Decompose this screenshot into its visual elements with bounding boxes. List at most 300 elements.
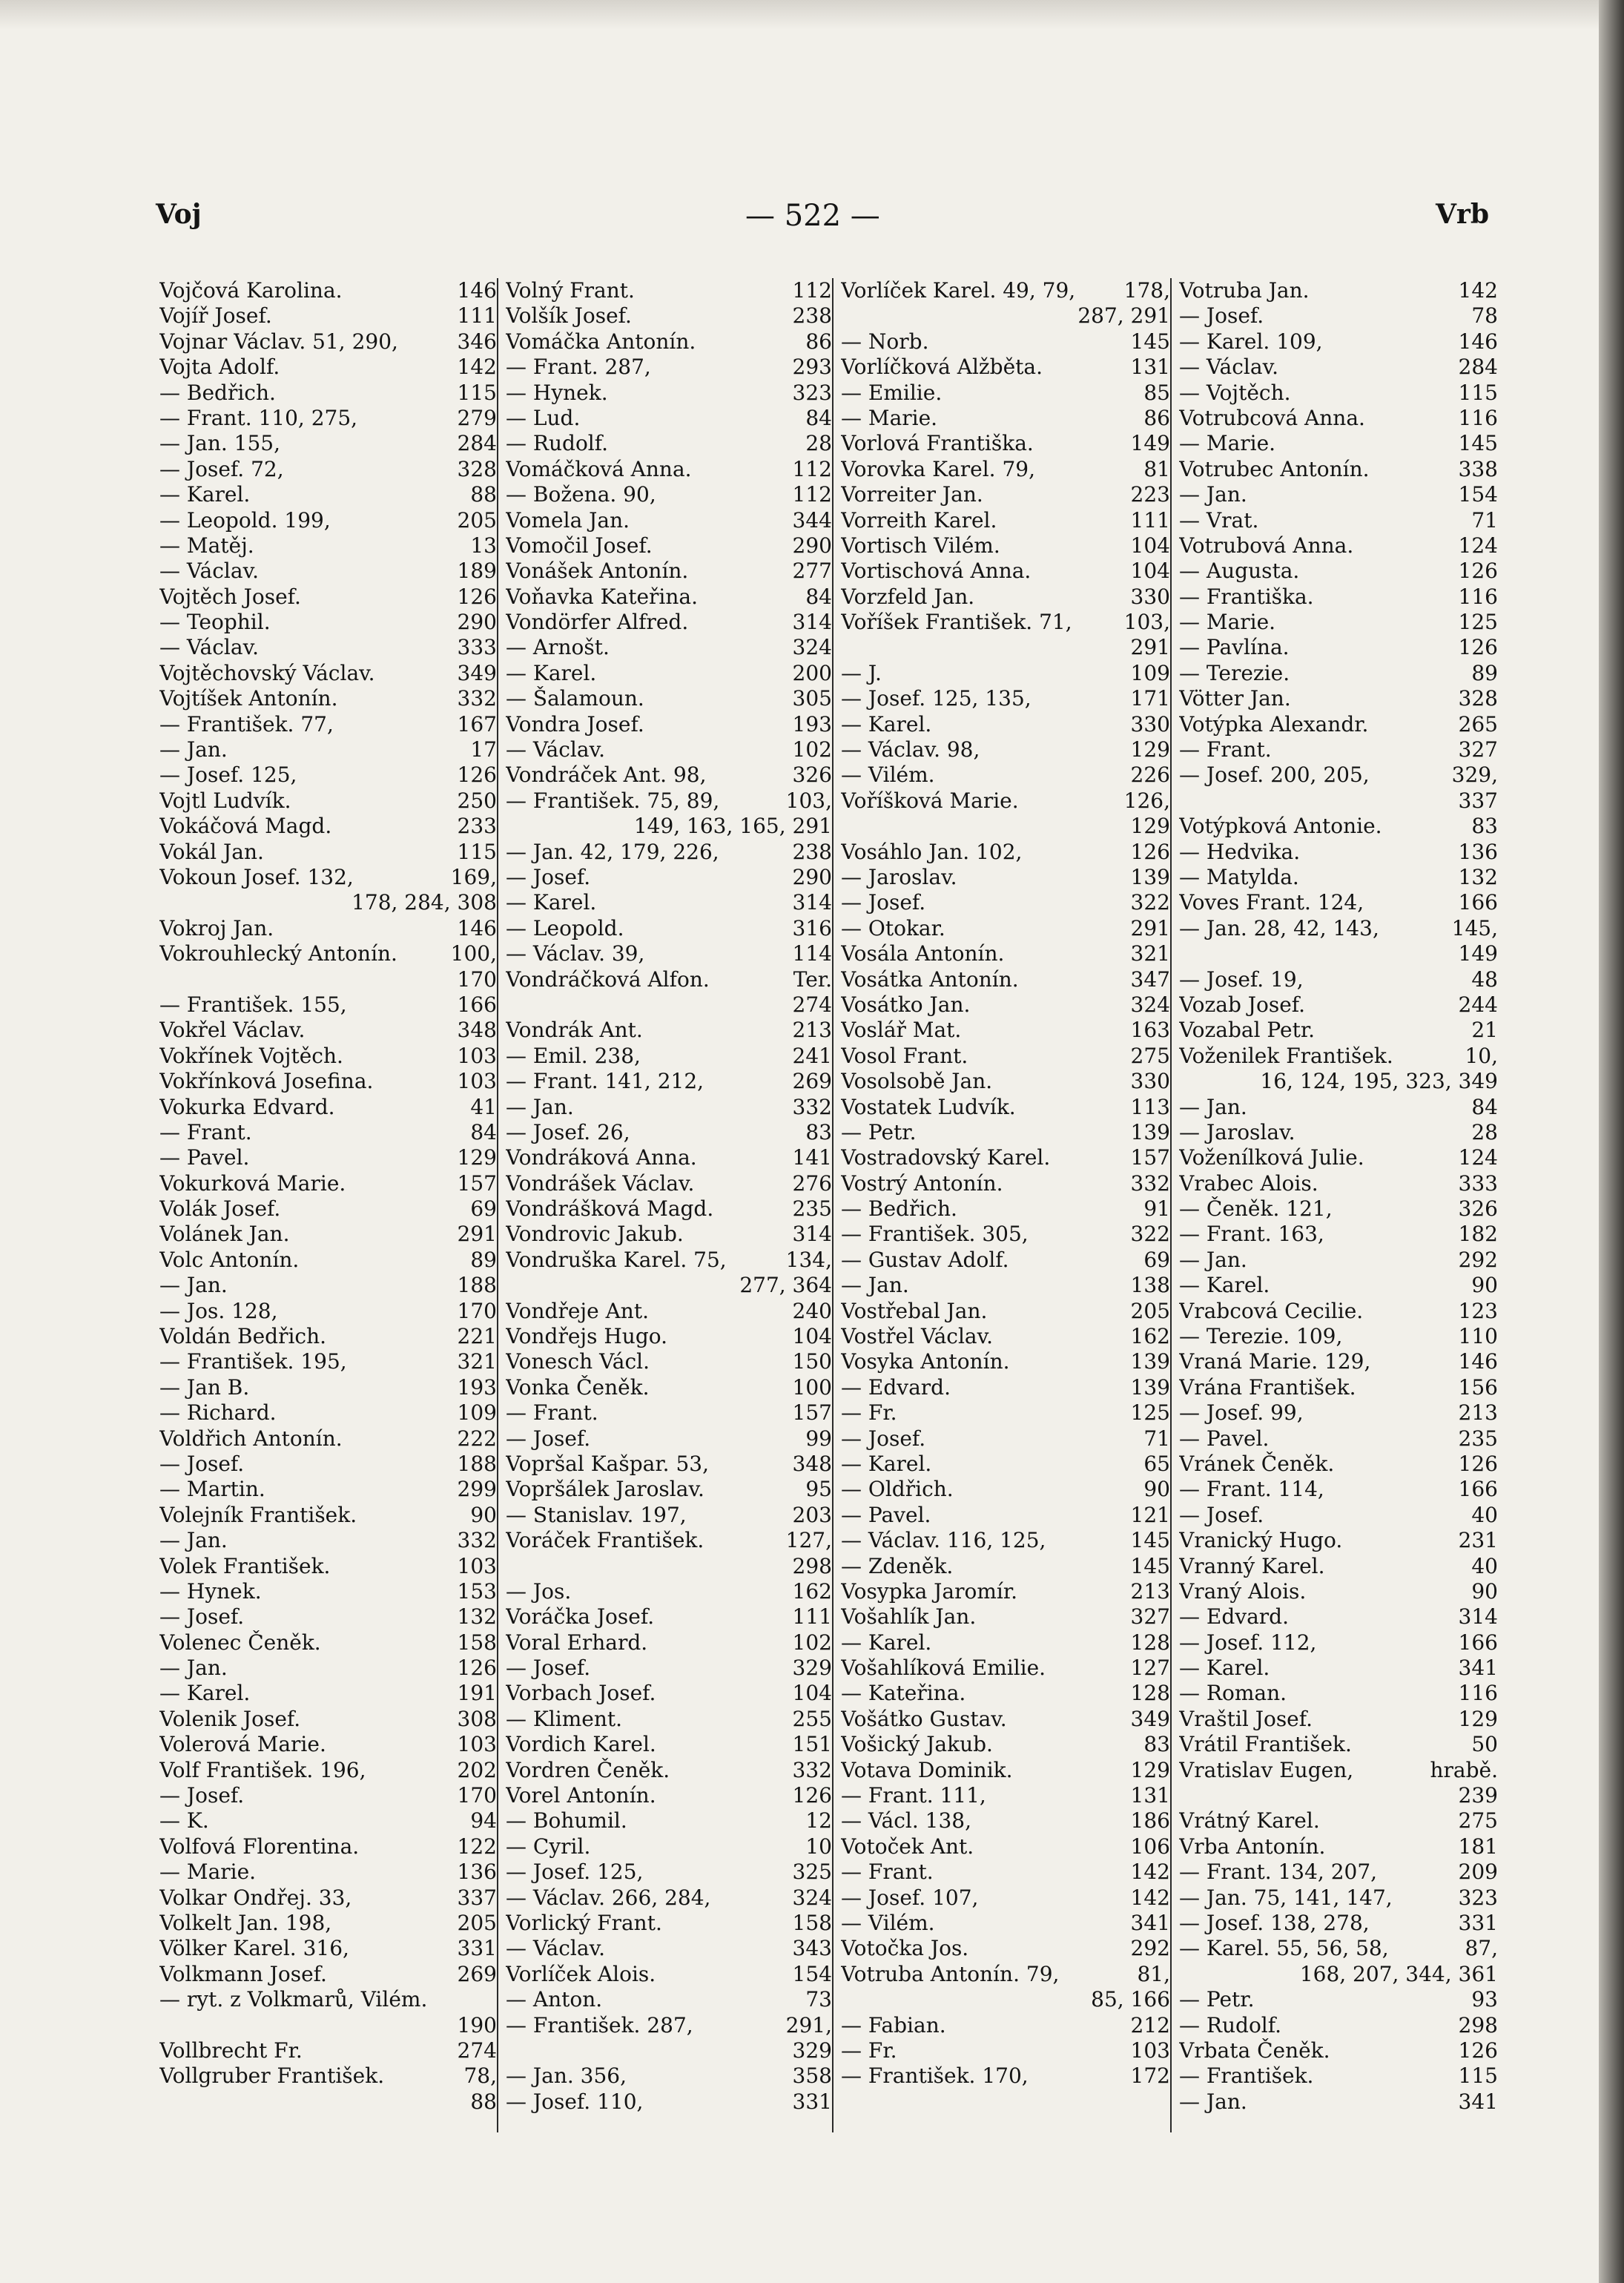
entry-name: — Josef. 112, xyxy=(1179,1630,1317,1655)
entry-pages: 314 xyxy=(792,610,832,635)
entry-name: Votočka Jos. xyxy=(841,1936,969,1961)
entry-name: Vondráčková Alfon. xyxy=(506,966,710,992)
index-entry xyxy=(506,1962,832,1987)
index-entry-continuation: 178, 284, 308 xyxy=(351,890,497,915)
index-entry xyxy=(506,1222,832,1247)
entry-pages: 341 xyxy=(1458,2089,1498,2114)
entry-pages: 142 xyxy=(1130,1859,1170,1885)
index-entry xyxy=(841,508,1170,533)
entry-name: Vokál Jan. xyxy=(159,839,264,864)
entry-pages: 142 xyxy=(1458,278,1498,303)
index-entry xyxy=(1179,1452,1498,1477)
entry-name: Vokřínek Vojtěch. xyxy=(159,1043,343,1068)
entry-pages: 332 xyxy=(457,1528,497,1553)
index-entry xyxy=(1179,712,1498,737)
index-entry xyxy=(506,967,832,992)
index-entry xyxy=(841,1579,1170,1604)
entry-name: — Terezie. xyxy=(1179,660,1290,685)
entry-pages: 324 xyxy=(1130,992,1170,1017)
entry-pages: 100, xyxy=(450,941,497,966)
entry-pages: 275 xyxy=(1130,1043,1170,1068)
index-entry xyxy=(1179,814,1498,839)
entry-pages: 115 xyxy=(457,380,497,405)
entry-name: — Jan. 42, 179, 226, xyxy=(506,839,719,864)
index-entry xyxy=(506,278,832,303)
entry-pages: 331 xyxy=(792,2089,832,2114)
entry-name: Volc Antonín. xyxy=(159,1247,300,1272)
index-entry xyxy=(506,610,832,635)
index-entry xyxy=(506,355,832,380)
index-entry xyxy=(841,661,1170,686)
entry-name: — Otokar. xyxy=(841,915,945,940)
index-entry xyxy=(506,1069,832,1094)
entry-pages: 333 xyxy=(457,635,497,660)
entry-name: Vratislav Eugen, xyxy=(1179,1757,1354,1782)
entry-pages: 90 xyxy=(1471,1578,1498,1604)
entry-name: — Josef. xyxy=(841,890,926,915)
entry-pages: 102 xyxy=(792,1630,832,1655)
index-entry xyxy=(1179,1604,1498,1630)
entry-pages: 205 xyxy=(1130,1298,1170,1323)
entry-pages: 290 xyxy=(792,533,832,558)
index-entry xyxy=(159,584,497,610)
index-entry xyxy=(1179,1349,1498,1374)
entry-name: Voženílková Julie. xyxy=(1179,1145,1364,1170)
scan-edge-right xyxy=(1599,0,1624,2283)
index-entry xyxy=(159,1044,497,1069)
entry-pages: 162 xyxy=(1130,1324,1170,1349)
index-entry xyxy=(1179,1018,1498,1043)
entry-name: — Leopold. 199, xyxy=(159,507,331,533)
entry-pages: 329, xyxy=(1451,762,1498,788)
index-entry xyxy=(506,1324,832,1349)
index-entry xyxy=(159,1783,497,1808)
index-entry xyxy=(841,1375,1170,1400)
entry-name: — Karel. xyxy=(841,1451,932,1476)
entry-name: Voslář Mat. xyxy=(841,1018,962,1043)
index-entry xyxy=(506,1732,832,1757)
entry-pages: 327 xyxy=(1458,737,1498,762)
entry-pages: 40 xyxy=(1471,1502,1498,1527)
entry-name: Vollgruber František. xyxy=(159,2063,385,2089)
index-entry xyxy=(1179,2013,1498,2038)
entry-pages: 95 xyxy=(805,1477,832,1502)
entry-pages: 89 xyxy=(470,1247,497,1272)
entry-pages: 139 xyxy=(1130,1349,1170,1374)
entry-pages: 326 xyxy=(792,762,832,788)
entry-pages: 93 xyxy=(1471,1987,1498,2012)
entry-pages: 126 xyxy=(1458,635,1498,660)
entry-name: — Terezie. 109, xyxy=(1179,1324,1343,1349)
entry-name: — Kateřina. xyxy=(841,1681,966,1706)
entry-name: — Václav. xyxy=(159,559,259,584)
entry-name: Vošahlík Jan. xyxy=(841,1604,977,1630)
index-entry xyxy=(1179,865,1498,890)
index-entry xyxy=(506,762,832,788)
entry-pages: 151 xyxy=(792,1732,832,1757)
entry-name: — Rudolf. xyxy=(506,431,609,456)
index-entry xyxy=(1179,278,1498,303)
entry-pages: 284 xyxy=(457,431,497,456)
entry-name: — Karel. xyxy=(1179,1656,1270,1681)
entry-pages: 41 xyxy=(470,1094,497,1119)
entry-pages: 338 xyxy=(1458,456,1498,481)
entry-pages: 146 xyxy=(1458,1349,1498,1374)
entry-pages: 290 xyxy=(457,610,497,635)
index-entry xyxy=(506,635,832,660)
index-entry xyxy=(1179,1911,1498,1936)
index-entry xyxy=(506,1503,832,1528)
entry-pages: 182 xyxy=(1458,1222,1498,1247)
entry-name: — Norb. xyxy=(841,329,929,354)
entry-pages: 139 xyxy=(1130,864,1170,889)
entry-pages: 241 xyxy=(792,1043,832,1068)
index-entry-continuation: 337 xyxy=(1458,788,1498,813)
entry-name: Vraná Marie. 129, xyxy=(1179,1349,1371,1374)
entry-pages: 158 xyxy=(792,1911,832,1935)
index-entry xyxy=(159,1299,497,1324)
index-entry xyxy=(841,686,1170,711)
entry-name: — Jan. xyxy=(1179,482,1247,507)
index-entry-continuation: 168, 207, 344, 361 xyxy=(1299,1961,1498,1986)
index-entry xyxy=(159,992,497,1018)
entry-name: — Josef. 138, 278, xyxy=(1179,1911,1370,1935)
entry-name: — Františka. xyxy=(1179,584,1314,609)
index-entry xyxy=(1179,992,1498,1018)
entry-name: — Šalamoun. xyxy=(506,686,644,711)
index-entry xyxy=(159,1936,497,1961)
entry-pages: 111 xyxy=(792,1604,832,1630)
index-entry xyxy=(506,712,832,737)
entry-pages: 170 xyxy=(457,1783,497,1808)
index-entry xyxy=(1179,1400,1498,1426)
entry-pages: 126 xyxy=(1458,2037,1498,2063)
entry-name: — Frant. xyxy=(506,1400,598,1426)
entry-pages: 154 xyxy=(792,1961,832,1986)
index-entry xyxy=(841,1707,1170,1732)
index-entry xyxy=(841,865,1170,890)
entry-pages: 141 xyxy=(792,1145,832,1170)
entry-name: — František. 195, xyxy=(159,1349,347,1374)
entry-name: Vondrovic Jakub. xyxy=(506,1222,684,1247)
index-entry xyxy=(1179,916,1498,941)
entry-name: — Jos. xyxy=(506,1578,572,1604)
entry-name: — Frant. 110, 275, xyxy=(159,405,358,430)
index-entry xyxy=(841,1452,1170,1477)
index-entry xyxy=(159,712,497,737)
entry-name: — Václav. 116, 125, xyxy=(841,1528,1046,1553)
index-entry xyxy=(159,1604,497,1630)
index-entry xyxy=(841,2063,1170,2089)
index-entry xyxy=(159,1400,497,1426)
entry-name: — Matylda. xyxy=(1179,864,1299,889)
index-entry xyxy=(159,1962,497,1987)
entry-name: Vordren Čeněk. xyxy=(506,1757,670,1782)
entry-pages: 299 xyxy=(457,1477,497,1502)
index-entry-continuation: 16, 124, 195, 323, 349 xyxy=(1260,1069,1498,1094)
entry-name: Volejník František. xyxy=(159,1502,357,1527)
entry-pages: 348 xyxy=(457,1018,497,1043)
index-entry xyxy=(1179,1987,1498,2012)
entry-pages: 139 xyxy=(1130,1119,1170,1144)
index-entry xyxy=(506,380,832,406)
index-entry-continuation: 170 xyxy=(457,966,497,992)
entry-pages: 103 xyxy=(457,1043,497,1068)
entry-name: Vorreith Karel. xyxy=(841,507,997,533)
entry-pages: 78, xyxy=(463,2063,497,2089)
entry-pages: 142 xyxy=(1130,1885,1170,1910)
index-entry xyxy=(841,1656,1170,1681)
index-entry xyxy=(1179,890,1498,915)
entry-name: Vosátka Antonín. xyxy=(841,966,1019,992)
entry-name: — Gustav Adolf. xyxy=(841,1247,1009,1272)
entry-pages: 127 xyxy=(1130,1656,1170,1681)
entry-name: Votrubcová Anna. xyxy=(1179,405,1365,430)
entry-pages: 146 xyxy=(1458,329,1498,354)
index-entry xyxy=(841,1554,1170,1579)
index-entry xyxy=(506,584,832,610)
entry-name: Vošahlíková Emilie. xyxy=(841,1656,1046,1681)
entry-pages: 126 xyxy=(1458,559,1498,584)
entry-pages: 126 xyxy=(1130,839,1170,864)
index-entry xyxy=(841,533,1170,559)
index-entry xyxy=(159,1196,497,1222)
entry-pages: 157 xyxy=(1130,1145,1170,1170)
index-entry xyxy=(159,559,497,584)
entry-name: — František. 305, xyxy=(841,1222,1029,1247)
entry-name: — Marie. xyxy=(841,405,938,430)
entry-name: Volenik Josef. xyxy=(159,1706,301,1731)
index-entry xyxy=(506,1171,832,1196)
entry-name: Volfová Florentina. xyxy=(159,1834,360,1859)
index-entry-continuation: 291 xyxy=(1130,635,1170,660)
entry-pages: 145, xyxy=(1451,915,1498,940)
entry-name: — Josef. 110, xyxy=(506,2089,644,2114)
entry-name: — Josef. xyxy=(159,1604,245,1630)
entry-name: Vorlický Frant. xyxy=(506,1911,662,1935)
entry-name: Vostřel Václav. xyxy=(841,1324,994,1349)
entry-name: Votruba Antonín. 79, xyxy=(841,1961,1060,1986)
entry-pages: 84 xyxy=(1471,1094,1498,1119)
index-entry xyxy=(1179,1171,1498,1196)
entry-pages: 298 xyxy=(1458,2012,1498,2037)
entry-name: Vošátko Gustav. xyxy=(841,1706,1007,1731)
entry-pages: 10, xyxy=(1465,1043,1498,1068)
index-entry xyxy=(1179,1222,1498,1247)
entry-pages: 81, xyxy=(1137,1961,1170,1986)
entry-name: — Martin. xyxy=(159,1477,265,1502)
entry-name: Vorlová Františka. xyxy=(841,431,1034,456)
entry-name: Vrbata Čeněk. xyxy=(1179,2037,1330,2063)
index-entry xyxy=(159,788,497,814)
index-entry xyxy=(1179,1681,1498,1706)
entry-pages: 205 xyxy=(457,1911,497,1935)
entry-name: — Frant. 111, xyxy=(841,1783,986,1808)
index-entry xyxy=(506,1095,832,1120)
index-entry xyxy=(159,814,497,839)
entry-pages: 88 xyxy=(470,482,497,507)
index-entry xyxy=(841,1630,1170,1656)
entry-name: — Josef. xyxy=(159,1783,245,1808)
entry-pages: 202 xyxy=(457,1757,497,1782)
entry-name: — Karel. xyxy=(1179,1273,1270,1298)
entry-pages: 126 xyxy=(457,1656,497,1681)
entry-pages: 28 xyxy=(805,431,832,456)
entry-pages: 99 xyxy=(805,1426,832,1451)
index-entry xyxy=(506,941,832,966)
entry-pages: 323 xyxy=(1458,1885,1498,1910)
entry-pages: 291 xyxy=(457,1222,497,1247)
entry-pages: 103 xyxy=(1130,2037,1170,2063)
entry-name: Vojtěch Josef. xyxy=(159,584,301,609)
entry-pages: 330 xyxy=(1130,1069,1170,1094)
entry-pages: 158 xyxy=(457,1630,497,1655)
index-entry xyxy=(159,278,497,303)
entry-name: — Josef. 26, xyxy=(506,1119,630,1144)
entry-pages: 109 xyxy=(1130,660,1170,685)
entry-name: — Matěj. xyxy=(159,533,254,558)
entry-name: Votoček Ant. xyxy=(841,1834,974,1859)
index-entry xyxy=(841,1859,1170,1885)
index-entry xyxy=(841,329,1170,355)
entry-name: — Josef. 107, xyxy=(841,1885,979,1910)
index-entry xyxy=(841,1196,1170,1222)
entry-pages: 255 xyxy=(792,1706,832,1731)
index-entry xyxy=(159,737,497,762)
entry-pages: 269 xyxy=(792,1069,832,1094)
entry-name: Vondřejs Hugo. xyxy=(506,1324,668,1349)
index-entry xyxy=(159,840,497,865)
entry-name: Vorel Antonín. xyxy=(506,1783,656,1808)
entry-pages: 149 xyxy=(1130,431,1170,456)
index-entry xyxy=(841,406,1170,431)
entry-pages: 128 xyxy=(1130,1681,1170,1706)
entry-pages: 344 xyxy=(792,507,832,533)
entry-pages: 129 xyxy=(457,1145,497,1170)
entry-pages: 235 xyxy=(1458,1426,1498,1451)
index-entry xyxy=(1179,431,1498,456)
index-entry xyxy=(841,1095,1170,1120)
entry-pages: 212 xyxy=(1130,2012,1170,2037)
index-entry xyxy=(1179,610,1498,635)
index-entry xyxy=(841,2013,1170,2038)
entry-name: Vondřeje Ant. xyxy=(506,1298,649,1323)
index-entry xyxy=(841,1758,1170,1783)
entry-name: — Edvard. xyxy=(841,1374,951,1400)
entry-pages: 279 xyxy=(457,405,497,430)
entry-pages: 162 xyxy=(792,1578,832,1604)
index-entry xyxy=(1179,329,1498,355)
entry-name: — Fr. xyxy=(841,1400,897,1426)
entry-name: — J. xyxy=(841,660,882,685)
index-entry xyxy=(1179,1707,1498,1732)
index-entry xyxy=(841,1273,1170,1298)
entry-pages: 328 xyxy=(1458,686,1498,711)
index-entry-continuation: 277, 364 xyxy=(739,1273,832,1298)
entry-name: Vondörfer Alfred. xyxy=(506,610,689,635)
entry-name: Votrubová Anna. xyxy=(1179,533,1354,558)
entry-pages: 134, xyxy=(785,1247,832,1272)
entry-pages: 71 xyxy=(1471,507,1498,533)
index-entry xyxy=(159,1885,497,1911)
entry-name: Vondrášek Václav. xyxy=(506,1170,695,1196)
index-entry xyxy=(159,1452,497,1477)
entry-pages: 129 xyxy=(1458,1706,1498,1731)
entry-name: — Josef. xyxy=(1179,1502,1264,1527)
entry-name: Votýpka Alexandr. xyxy=(1179,711,1369,737)
entry-name: — Pavel. xyxy=(841,1502,931,1527)
entry-name: Vortischová Anna. xyxy=(841,559,1031,584)
entry-name: — Jan. xyxy=(1179,1094,1247,1119)
entry-pages: 17 xyxy=(470,737,497,762)
entry-pages: 138 xyxy=(1130,1273,1170,1298)
entry-name: Vomáčka Antonín. xyxy=(506,329,696,354)
column-2 xyxy=(497,278,832,2132)
entry-name: — Pavel. xyxy=(1179,1426,1270,1451)
entry-name: Vokurka Edvard. xyxy=(159,1094,335,1119)
entry-pages: 292 xyxy=(1458,1247,1498,1272)
entry-pages: 191 xyxy=(457,1681,497,1706)
entry-name: Votruba Jan. xyxy=(1179,278,1310,303)
index-entry xyxy=(1179,967,1498,992)
entry-name: Vokoun Josef. 132, xyxy=(159,864,354,889)
entry-pages: 325 xyxy=(792,1859,832,1885)
entry-name: Vondrášková Magd. xyxy=(506,1196,714,1222)
entry-pages: 328 xyxy=(457,456,497,481)
page-header xyxy=(0,199,1594,243)
index-entry xyxy=(1179,1503,1498,1528)
entry-pages: 292 xyxy=(1130,1936,1170,1961)
index-entry xyxy=(1179,1528,1498,1553)
index-entry xyxy=(159,482,497,507)
index-entry xyxy=(841,1732,1170,1757)
entry-name: — Vrat. xyxy=(1179,507,1259,533)
entry-name: Vrabcová Cecilie. xyxy=(1179,1298,1364,1323)
index-entry xyxy=(506,1707,832,1732)
entry-pages: 291, xyxy=(785,2012,832,2037)
entry-pages: 337 xyxy=(457,1885,497,1910)
entry-name: — Frant. 163, xyxy=(1179,1222,1324,1247)
entry-pages: 314 xyxy=(1458,1604,1498,1630)
entry-pages: 145 xyxy=(1130,1553,1170,1578)
index-entry xyxy=(1179,1859,1498,1885)
entry-pages: 112 xyxy=(792,278,832,303)
index-entry xyxy=(1179,686,1498,711)
entry-pages: 103 xyxy=(457,1553,497,1578)
entry-name: Vosol Frant. xyxy=(841,1043,968,1068)
index-entry xyxy=(506,1452,832,1477)
entry-pages: 193 xyxy=(792,711,832,737)
entry-name: — Cyril. xyxy=(506,1834,591,1859)
index-entry xyxy=(1179,1554,1498,1579)
entry-name: — Anton. xyxy=(506,1987,603,2012)
entry-name: Völker Karel. 316, xyxy=(159,1936,349,1961)
index-entry xyxy=(1179,1732,1498,1757)
index-entry xyxy=(159,661,497,686)
entry-pages: 83 xyxy=(805,1119,832,1144)
index-entry xyxy=(159,457,497,482)
index-entry xyxy=(1179,380,1498,406)
entry-pages: 166 xyxy=(1458,1477,1498,1502)
index-entry xyxy=(841,916,1170,941)
entry-pages: 127, xyxy=(785,1528,832,1553)
index-entry xyxy=(506,1426,832,1452)
entry-pages: 104 xyxy=(792,1324,832,1349)
entry-pages: 331 xyxy=(457,1936,497,1961)
index-entry xyxy=(841,1936,1170,1961)
entry-name: Volkmann Josef. xyxy=(159,1961,327,1986)
entry-pages: 346 xyxy=(457,329,497,354)
